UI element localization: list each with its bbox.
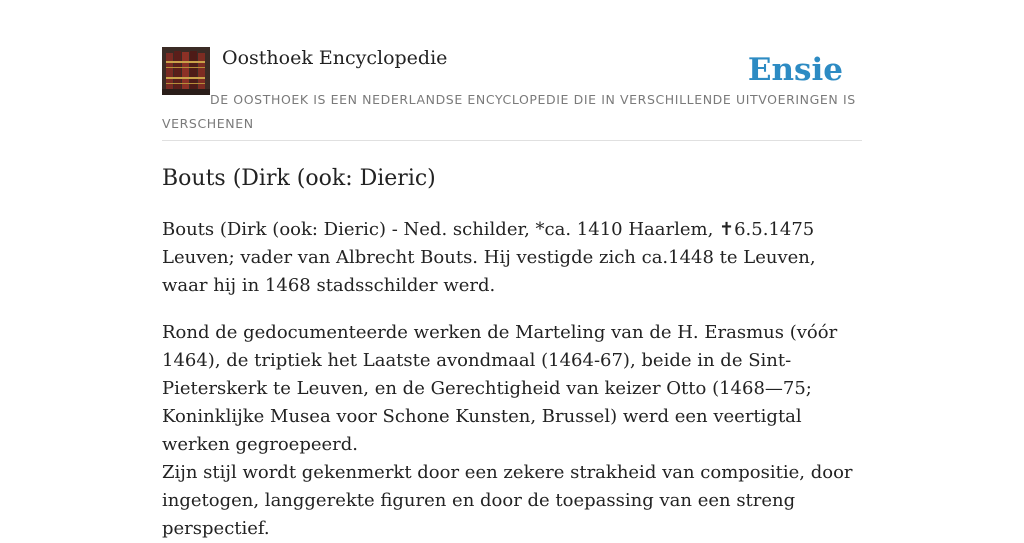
site-name[interactable]: Oosthoek Encyclopedie [222, 47, 448, 69]
ensie-logo[interactable]: Ensie [747, 52, 843, 88]
article-paragraph: Rond de gedocumenteerde werken de Marteling van de H. Erasmus (vóór 1464), de triptiek het Laatste avondmaal (1464-67), beide in de Sint-Pieterskerk te Leuven, en de Gerechtigheid van keizer Otto (1468—75; Koninklijke Musea voor Schone Kunsten, Brussel) werd een veertigtal werken gegroepeerd. [162, 322, 838, 455]
site-tagline: DE OOSTHOEK IS EEN NEDERLANDSE ENCYCLOPEDIE DIE IN VERSCHILLENDE UITVOERINGEN IS VERSCHENEN [162, 92, 856, 131]
article-title: Bouts (Dirk (ook: Dieric) [162, 166, 436, 191]
article-paragraph: Zijn stijl wordt gekenmerkt door een zekere strakheid van compositie, door ingetogen, langgerekte figuren en door de toepassing van een streng perspectief. [162, 462, 853, 539]
site-header [162, 0, 862, 141]
page-container [162, 0, 862, 539]
article-paragraph: Bouts (Dirk (ook: Dieric) - Ned. schilder, *ca. 1410 Haarlem, ✝6.5.1475 Leuven; vader van Albrecht Bouts. Hij vestigde zich ca.1448 te Leuven, waar hij in 1468 stadsschilder werd. [162, 219, 816, 296]
